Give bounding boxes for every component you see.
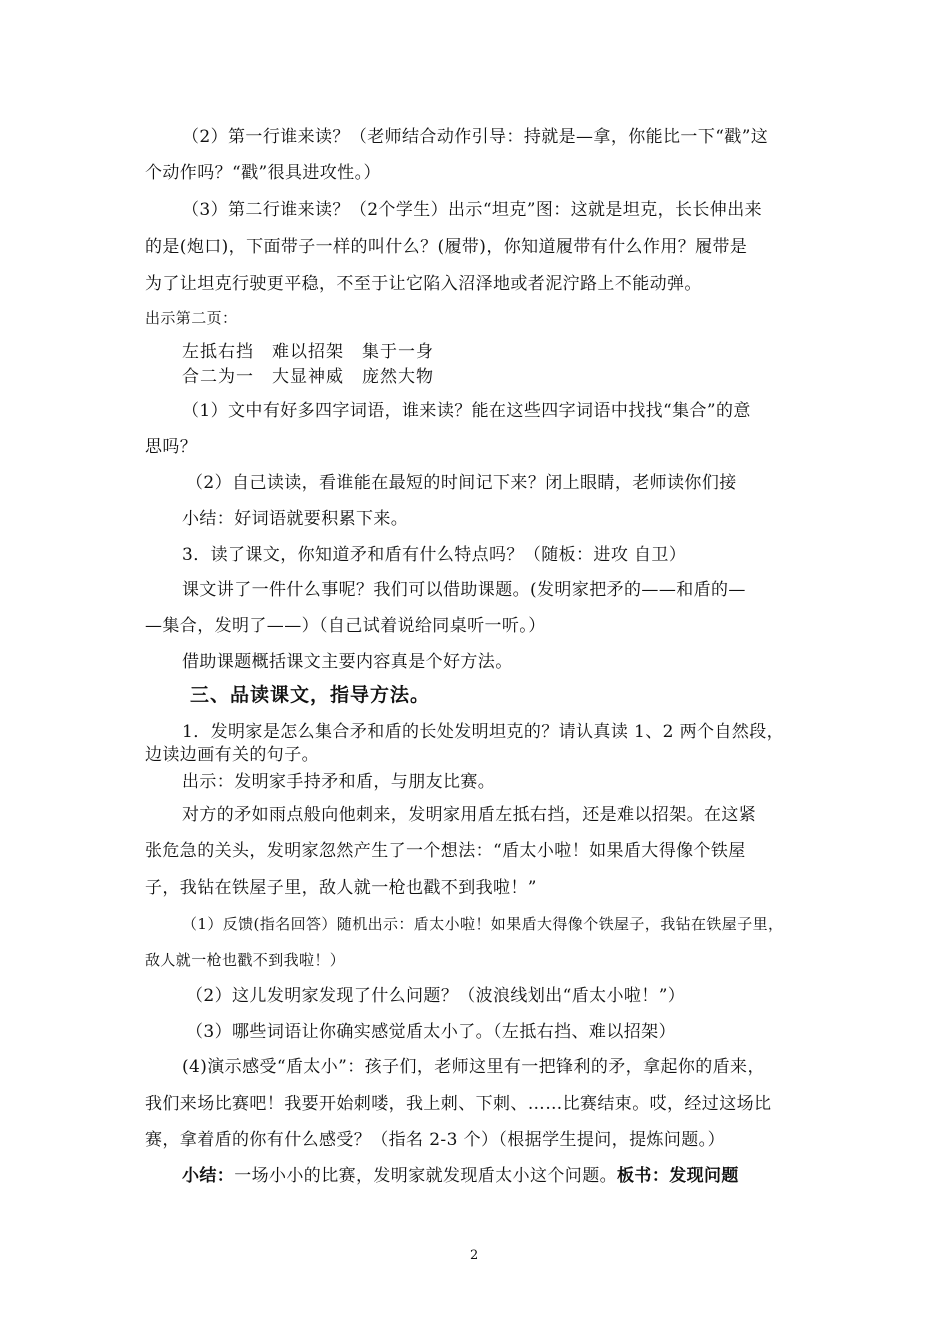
- paragraph-line: 1．发明家是怎么集合矛和盾的长处发明坦克的？请认真读 1、2 两个自然段，: [182, 722, 785, 742]
- board-note: 板书：发现问题: [617, 1166, 739, 1186]
- paragraph-line: 思吗？: [145, 437, 198, 457]
- summary-line: [182, 1165, 739, 1187]
- paragraph-line: 赛，拿着盾的你有什么感受？（指名 2-3 个）（根据学生提问，提炼问题。）: [145, 1130, 725, 1150]
- word-list-row: 合二为一 大显神威 庞然大物: [182, 367, 434, 387]
- slide-line: 出示：发明家手持矛和盾，与朋友比赛。: [182, 772, 496, 792]
- paragraph-line: （2）这儿发明家发现了什么问题？（波浪线划出“盾太小啦！”）: [186, 986, 686, 1006]
- paragraph-line: 边读边画有关的句子。: [145, 745, 319, 765]
- paragraph-line: —集合，发明了——）（自己试着说给同桌听一听。）: [145, 616, 546, 636]
- paragraph-line: 课文讲了一件什么事呢？我们可以借助课题。(发明家把矛的——和盾的—: [182, 580, 746, 600]
- slide-label: 出示第二页：: [145, 309, 238, 327]
- quote-line: 张危急的关头，发明家忽然产生了一个想法：“盾太小啦！如果盾大得像个铁屋: [145, 841, 746, 861]
- summary-text: 一场小小的比赛，发明家就发现盾太小这个问题。: [234, 1166, 618, 1186]
- quote-line: 对方的矛如雨点般向他刺来，发明家用盾左抵右挡，还是难以招架。在这紧: [182, 805, 757, 825]
- paragraph-line: 我们来场比赛吧！我要开始刺喽，我上刺、下刺、……比赛结束。哎，经过这场比: [145, 1094, 772, 1114]
- paragraph-line: （3）哪些词语让你确实感觉盾太小了。（左抵右挡、难以招架）: [186, 1022, 676, 1042]
- paragraph-line: （2）第一行谁来读？（老师结合动作引导：持就是—拿，你能比一下“戳”这: [182, 127, 769, 147]
- paragraph-line: 3．读了课文，你知道矛和盾有什么特点吗？（随板：进攻 自卫）: [182, 545, 687, 565]
- summary-line: 小结：好词语就要积累下来。: [182, 509, 409, 529]
- word-list-row: 左抵右挡 难以招架 集于一身: [182, 342, 434, 362]
- paragraph-line: （2）自己读读，看谁能在最短的时间记下来？闭上眼睛，老师读你们接: [186, 473, 737, 493]
- summary-label: 小结：: [182, 1166, 235, 1186]
- quote-line: 子，我钻在铁屋子里，敌人就一枪也戳不到我啦！”: [145, 878, 537, 898]
- section-heading: 三、品读课文，指导方法。: [190, 684, 431, 706]
- page-number: 2: [470, 1248, 479, 1263]
- paragraph-line: 为了让坦克行驶更平稳，不至于让它陷入沼泽地或者泥泞路上不能动弹。: [145, 274, 702, 294]
- paragraph-line: 个动作吗？“戳”很具进攻性。）: [145, 163, 381, 183]
- paragraph-line: 借助课题概括课文主要内容真是个好方法。: [182, 652, 513, 672]
- paragraph-line: （1）反馈(指名回答）随机出示：盾太小啦！如果盾大得像个铁屋子，我钻在铁屋子里，: [182, 915, 784, 933]
- paragraph-line: (4)演示感受“盾太小”：孩子们，老师这里有一把锋利的矛，拿起你的盾来，: [182, 1057, 765, 1077]
- paragraph-line: （3）第二行谁来读？（2个学生）出示“坦克”图：这就是坦克，长长伸出来: [182, 200, 763, 220]
- paragraph-line: 的是(炮口)，下面带子一样的叫什么？(履带)，你知道履带有什么作用？履带是: [145, 237, 748, 257]
- paragraph-line: 敌人就一枪也戳不到我啦！）: [145, 951, 346, 969]
- paragraph-line: （1）文中有好多四字词语，谁来读？能在这些四字词语中找找“集合”的意: [182, 401, 751, 421]
